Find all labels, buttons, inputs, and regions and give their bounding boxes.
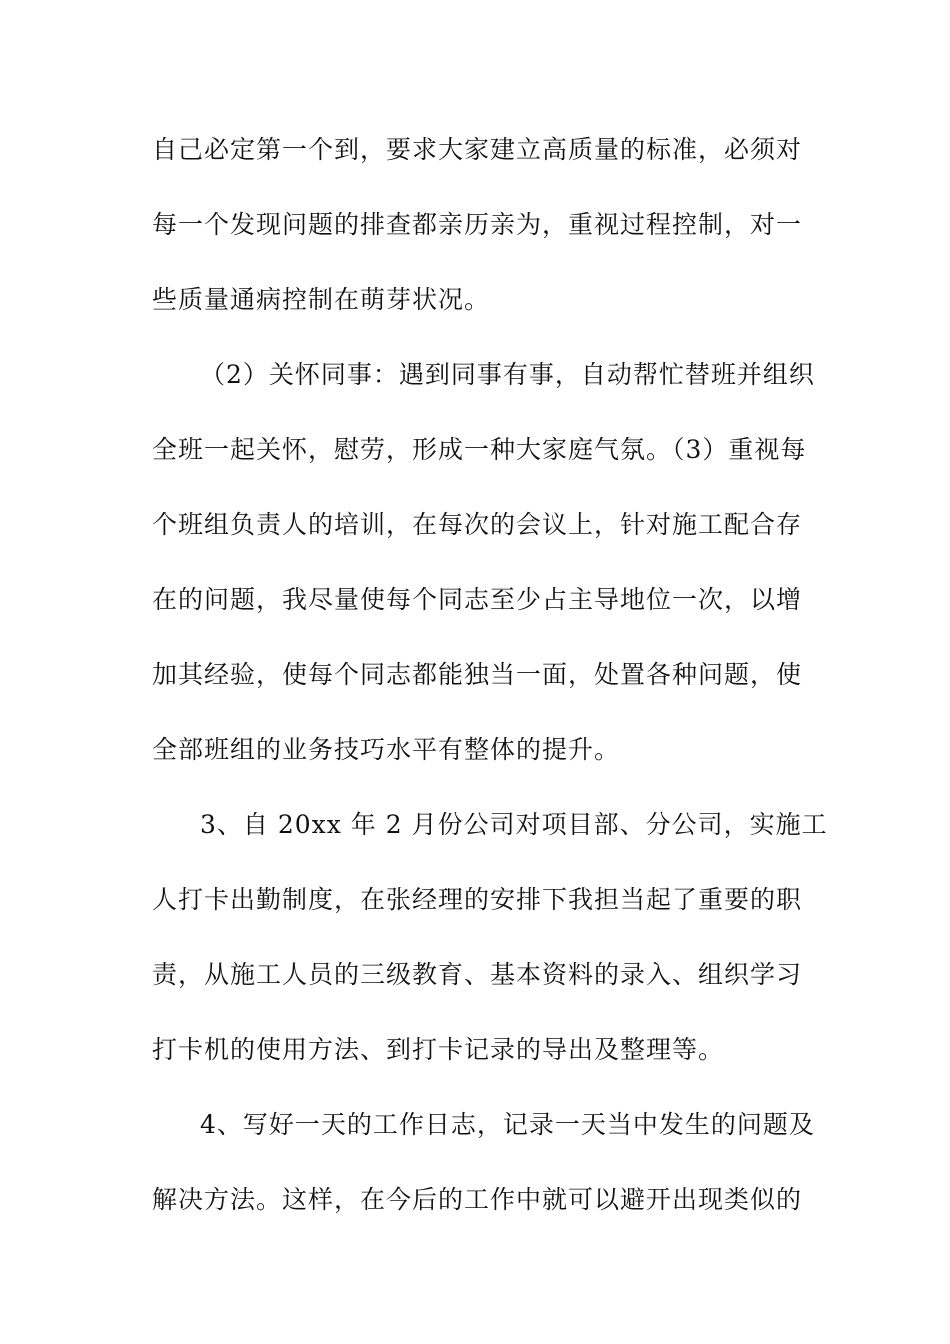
text-line: 全部班组的业务技巧水平有整体的提升。 — [152, 735, 621, 764]
paragraph-start-line: 3、自 20xx 年 2 月份公司对项目部、分公司，实施工 — [200, 810, 828, 839]
text-line: 自己必定第一个到，要求大家建立高质量的标准，必须对 — [152, 135, 803, 164]
text-line: 责，从施工人员的三级教育、基本资料的录入、组织学习 — [152, 960, 803, 989]
text-line: 解决方法。这样，在今后的工作中就可以避开出现类似的 — [152, 1185, 803, 1214]
paragraph-start-line: 4、写好一天的工作日志，记录一天当中发生的问题及 — [200, 1110, 815, 1139]
text-line: 加其经验，使每个同志都能独当一面，处置各种问题，使 — [152, 660, 803, 689]
text-line: 个班组负责人的培训，在每次的会议上，针对施工配合存 — [152, 510, 803, 539]
paragraph-start-line: （2）关怀同事：遇到同事有事，自动帮忙替班并组织 — [200, 360, 815, 389]
text-line: 每一个发现问题的排查都亲历亲为，重视过程控制，对一 — [152, 210, 803, 239]
text-line: 人打卡出勤制度，在张经理的安排下我担当起了重要的职 — [152, 885, 803, 914]
text-line: 全班一起关怀，慰劳，形成一种大家庭气氛。（3）重视每 — [152, 435, 807, 464]
text-line: 在的问题，我尽量使每个同志至少占主导地位一次，以增 — [152, 585, 803, 614]
text-line: 些质量通病控制在萌芽状况。 — [152, 285, 491, 314]
text-line: 打卡机的使用方法、到打卡记录的导出及整理等。 — [152, 1035, 725, 1064]
